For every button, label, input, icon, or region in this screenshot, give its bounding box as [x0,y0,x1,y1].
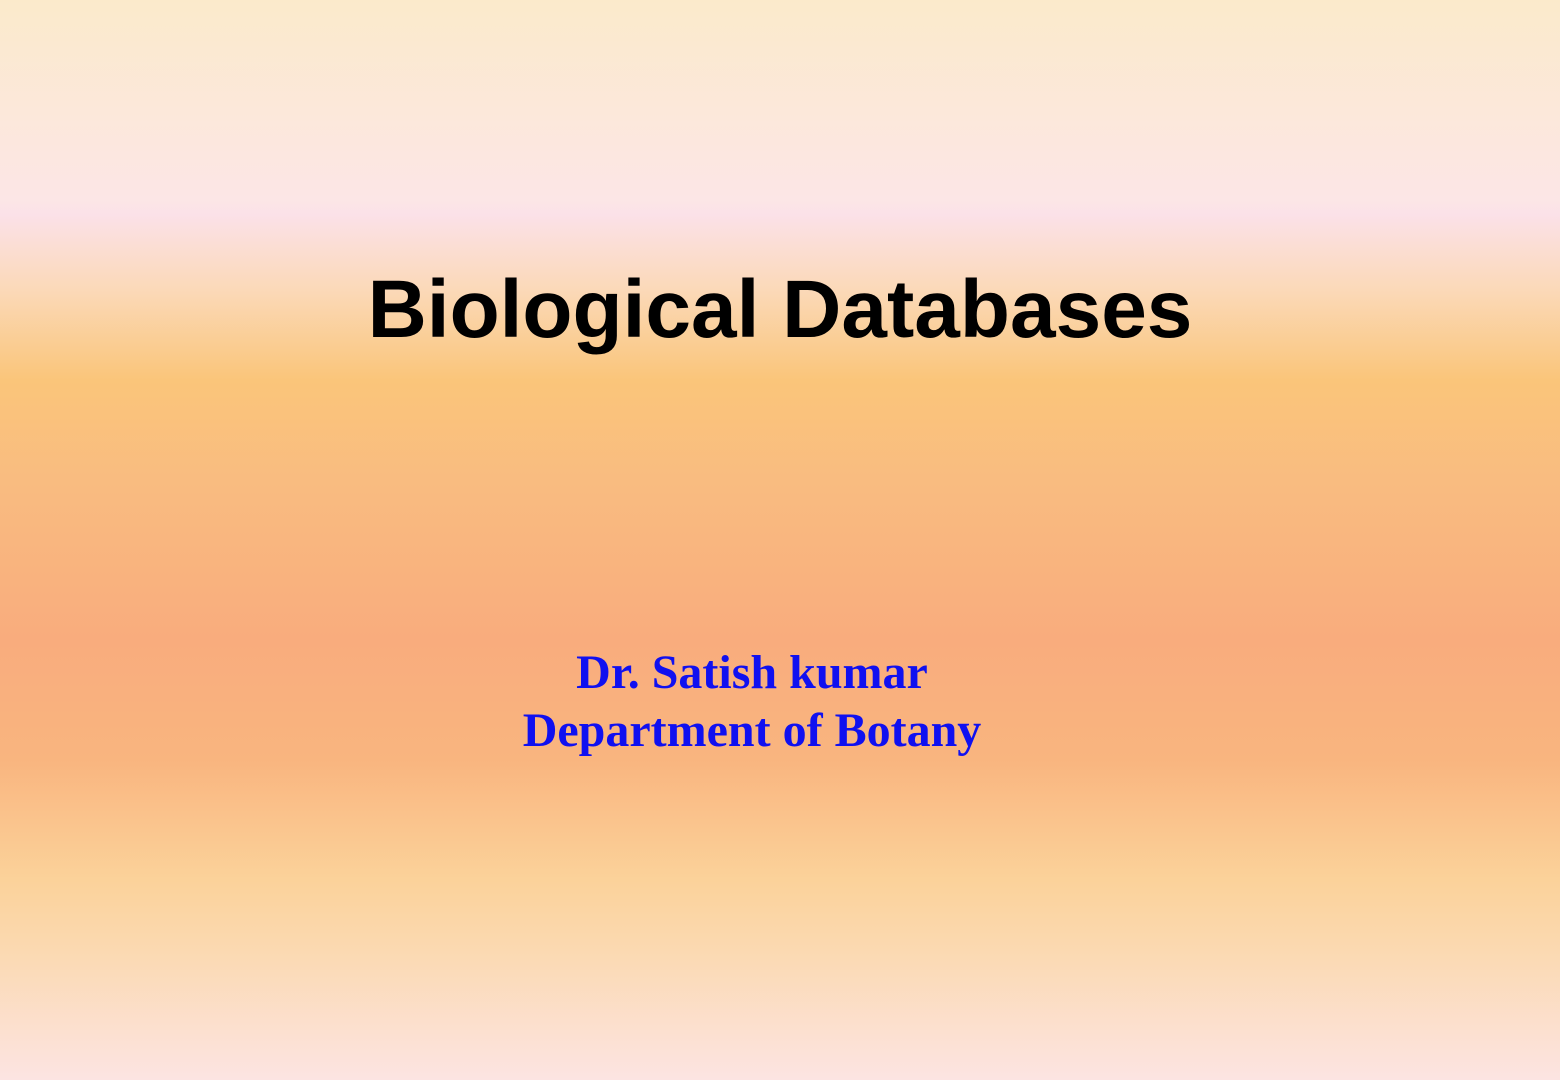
department-name: Department of Botany [522,704,982,757]
author-block [452,644,1052,760]
slide-title: Biological Databases [367,264,1193,355]
author-name: Dr. Satish kumar [576,646,928,699]
